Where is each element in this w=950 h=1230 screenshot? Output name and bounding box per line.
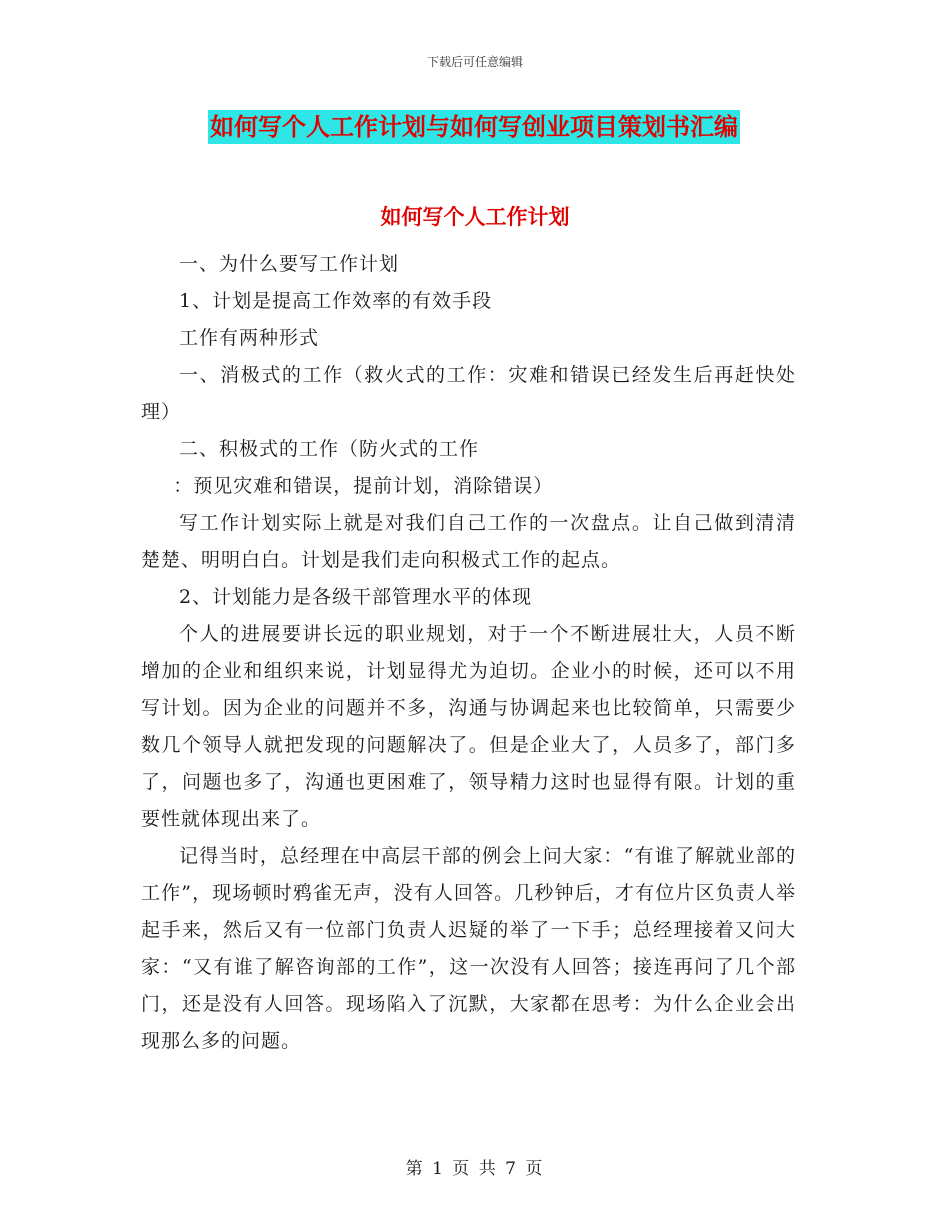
paragraph-heading-1: 一、为什么要写工作计划: [179, 253, 400, 275]
paragraph: ：预见灾难和错误，提前计划，消除错误）: [173, 475, 554, 497]
section-title: 如何写个人工作计划: [380, 204, 570, 229]
paragraph: 写工作计划实际上就是对我们自己工作的一次盘点。让自己做到清清楚楚、明明白白。计划是我们走向积极式工作的起点。: [141, 512, 796, 571]
document-title-wrap: [208, 110, 740, 144]
paragraph: 二、积极式的工作（防火式的工作: [179, 438, 480, 460]
paragraph: 记得当时，总经理在中高层干部的例会上问大家：“有谁了解就业部的工作”，现场顿时鸦雀无声，没有人回答。几秒钟后，才有位片区负责人举起手来，然后又有一位部门负责人迟疑的举了一下手；总经理接着又问大家：“又有谁了解咨询部的工作”，这一次没有人回答；接连再问了几个部门，还是没有人回答。现场陷入了沉默，大家都在思考：为什么企业会出现那么多的问题。: [141, 845, 796, 1052]
document-body: [141, 246, 796, 1060]
paragraph: 一、消极式的工作（救火式的工作：灾难和错误已经发生后再赶快处理）: [141, 364, 796, 423]
paragraph: 个人的进展要讲长远的职业规划，对于一个不断进展壮大，人员不断增加的企业和组织来说，计划显得尤为迫切。企业小的时候，还可以不用写计划。因为企业的问题并不多，沟通与协调起来也比较简单，只需要少数几个领导人就把发现的问题解决了。但是企业大了，人员多了，部门多了，问题也多了，沟通也更困难了，领导精力这时也显得有限。计划的重要性就体现出来了。: [141, 623, 796, 830]
page-footer: 第 1 页 共 7 页: [405, 1159, 545, 1179]
paragraph-subheading-2: 2、计划能力是各级干部管理水平的体现: [179, 586, 533, 608]
document-title: 如何写个人工作计划与如何写创业项目策划书汇编: [208, 110, 740, 144]
paragraph-subheading-1: 1、计划是提高工作效率的有效手段: [179, 290, 493, 312]
header-note: 下载后可任意编辑: [426, 55, 523, 69]
paragraph: 工作有两种形式: [179, 327, 320, 349]
